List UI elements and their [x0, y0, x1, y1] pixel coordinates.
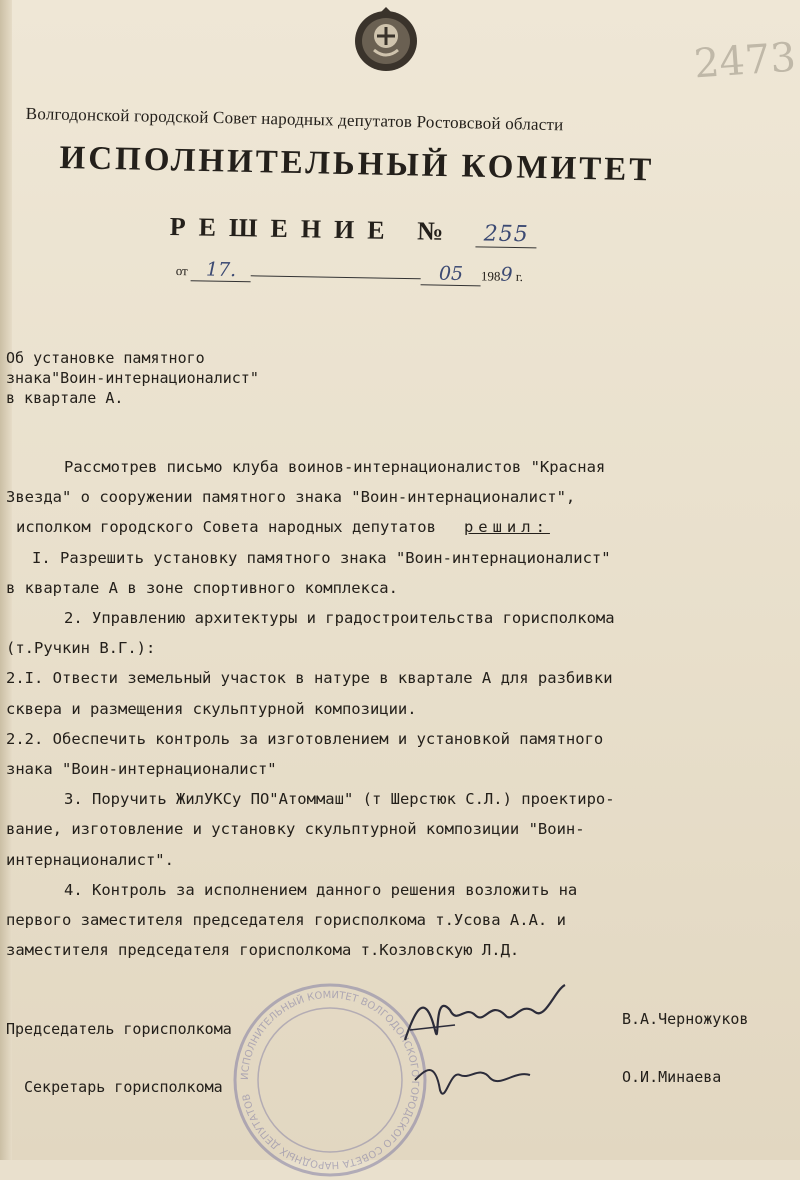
signature-block: [0, 960, 800, 1160]
decision-word: РЕШЕНИЕ №: [169, 212, 457, 246]
body-line: I. Разрешить установку памятного знака "Воин-интернационалист": [32, 548, 611, 567]
body-line: 2.2. Обеспечить контроль за изготовлением и установкой памятного: [6, 729, 604, 748]
secretary-name: О.И.Минаева: [622, 1068, 722, 1086]
body-line: Звезда" о сооружении памятного знака "Воин-интернационалист",: [6, 488, 576, 507]
body-line: 2.I. Отвести земельный участок в натуре в квартале А для разбивки: [6, 669, 613, 688]
body-line: 2. Управлению архитектуры и градостроительства горисполкома: [64, 609, 615, 628]
subject-line: Об установке памятного: [6, 349, 205, 367]
body-line: вание, изготовление и установку скульптурной композиции "Воин-: [6, 820, 585, 839]
body-line: (т.Ручкин В.Г.):: [6, 639, 156, 658]
decision-number: 255: [475, 221, 536, 248]
secretary-title: Секретарь горисполкома: [24, 1078, 223, 1096]
decision-heading: [169, 212, 537, 248]
decision-subject: [6, 348, 259, 408]
body-line: знака "Воин-интернационалист": [6, 760, 277, 779]
committee-title: ИСПОЛНИТЕЛЬНЫЙ КОМИТЕТ: [59, 140, 655, 189]
stamp-text: ИСПОЛНИТЕЛЬНЫЙ КОМИТЕТ ВОЛГОДОНСКОГО ГОРОДСКОГО СОВЕТА НАРОДНЫХ ДЕПУТАТОВ: [239, 989, 421, 1171]
archive-handwritten-number: 2473: [692, 34, 798, 88]
intro-clause: исполком городского Совета народных депутатов: [16, 518, 436, 537]
body-line: интернационалист".: [6, 850, 174, 869]
subject-line: знака"Воин-интернационалист": [6, 369, 259, 387]
date-suffix: г.: [515, 268, 524, 285]
date-year-hand: 9: [500, 263, 513, 286]
council-name: Волгодонской городской Совет народных депутатов Ростовсвой области: [25, 104, 564, 135]
body-line: заместителя председателя горисполкома т.Козловскую Л.Д.: [6, 941, 520, 960]
body-line: Рассмотрев письмо клуба воинов-интернационалистов "Красная: [64, 458, 606, 476]
body-line: [6, 512, 786, 542]
date-year: 198: [480, 268, 501, 284]
body-line: в квартале А в зоне спортивного комплекса.: [6, 578, 398, 597]
date-day: 17.: [205, 258, 237, 282]
date-prefix: от: [175, 262, 188, 279]
subject-line: в квартале А.: [6, 389, 124, 407]
state-emblem-icon: [351, 6, 421, 76]
date-month: 05: [438, 262, 464, 286]
chair-title: Председатель горисполкома: [6, 1020, 232, 1038]
body-line: 4. Контроль за исполнением данного решения возложить на: [64, 880, 578, 899]
body-line: первого заместителя председателя горисполкома т.Усова А.А. и: [6, 911, 566, 930]
body-line: сквера и размещения скульптурной композиции.: [6, 699, 417, 718]
body-line: 3. Поручить ЖилУКСу ПО"Атоммаш" (т Шерстюк С.Л.) проектиро-: [64, 790, 615, 809]
decision-date: [176, 258, 524, 287]
chair-name: В.А.Черножуков: [622, 1010, 749, 1028]
resolved-word: решил:: [463, 518, 550, 537]
decision-body: [6, 452, 786, 965]
